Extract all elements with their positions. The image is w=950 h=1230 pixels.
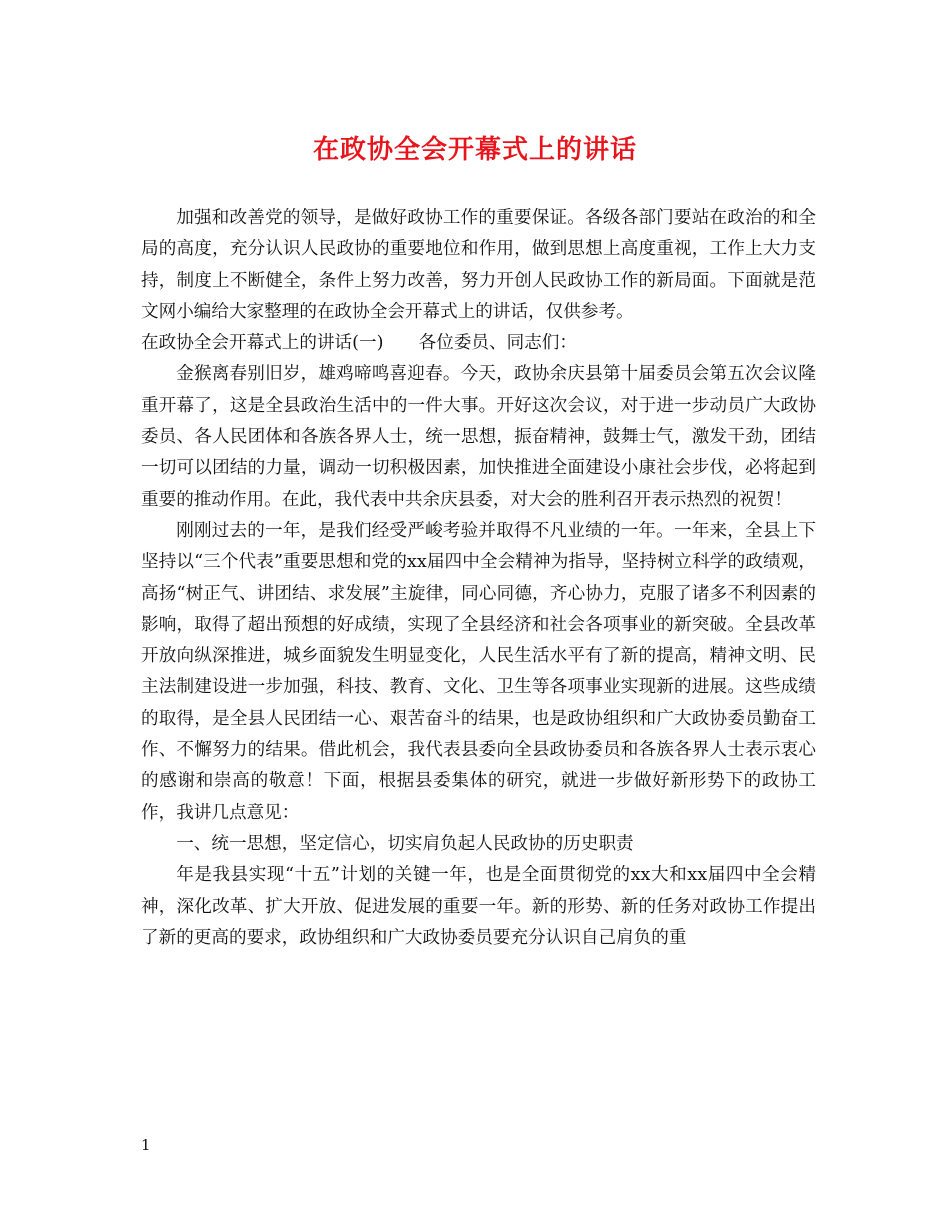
page-number: 1: [141, 1136, 151, 1154]
document-body: [141, 203, 816, 954]
paragraph-review: 刚刚过去的一年，是我们经受严峻考验并取得不凡业绩的一年。一年来，全县上下坚持以“三个代表”重要思想和党的xx届四中全会精神为指导，坚持树立科学的政绩观，高扬“树正气、讲团结、求发展”主旋律，同心同德，齐心协力，克服了诸多不利因素的影响，取得了超出预想的好成绩，实现了全县经济和社会各项事业的新突破。全县改革开放向纵深推进，城乡面貌发生明显变化，人民生活水平有了新的提高，精神文明、民主法制建设进一步加强，科技、教育、文化、卫生等各项事业实现新的进展。这些成绩的取得，是全县人民团结一心、艰苦奋斗的结果，也是政协组织和广大政协委员勤奋工作、不懈努力的结果。借此机会，我代表县委向全县政协委员和各族各界人士表示衷心的感谢和崇高的敬意！下面，根据县委集体的研究，就进一步做好新形势下的政协工作，我讲几点意见：: [141, 520, 816, 823]
section-heading-speech-one: 在政协全会开幕式上的讲话(一) 各位委员、同志们：: [141, 333, 577, 354]
document-title: 在政协全会开幕式上的讲话: [312, 135, 637, 165]
section-heading-one: 一、统一思想，坚定信心，切实肩负起人民政协的历史职责: [176, 833, 634, 854]
paragraph-continuation: 年是我县实现“十五”计划的关键一年，也是全面贯彻党的xx大和xx届四中全会精神，深化改革、扩大开放、促进发展的重要一年。新的形势、新的任务对政协工作提出了新的更高的要求，政协组织和广大政协委员要充分认识自己肩负的重: [141, 865, 816, 948]
paragraph-opening: 金猴离春别旧岁，雄鸡啼鸣喜迎春。今天，政协余庆县第十届委员会第五次会议隆重开幕了，这是全县政治生活中的一件大事。开好这次会议，对于进一步动员广大政协委员、各人民团体和各族各界人士，统一思想，振奋精神，鼓舞士气，激发干劲，团结一切可以团结的力量，调动一切积极因素，加快推进全面建设小康社会步伐，必将起到重要的推动作用。在此，我代表中共余庆县委，对大会的胜利召开表示热烈的祝贺！: [141, 364, 816, 510]
paragraph-intro: 加强和改善党的领导，是做好政协工作的重要保证。各级各部门要站在政治的和全局的高度，充分认识人民政协的重要地位和作用，做到思想上高度重视，工作上大力支持，制度上不断健全，条件上努力改善，努力开创人民政协工作的新局面。下面就是范文网小编给大家整理的在政协全会开幕式上的讲话，仅供参考。: [141, 208, 816, 322]
